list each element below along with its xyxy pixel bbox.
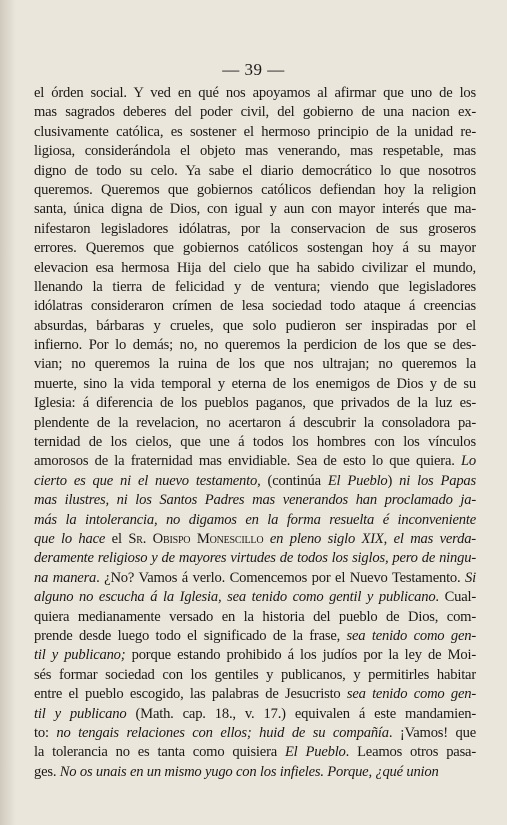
italic-text: el mas verda- [393,530,476,547]
text-line [34,123,476,142]
text-run: ) [387,472,400,489]
text-run: vian; no queremos la ruina de los que nos ultrajan; no queremos la [34,356,476,373]
italic-text: que lo hace [34,530,112,547]
text-line [34,142,476,161]
text-line [34,414,476,433]
italic-text: Lo [460,453,476,470]
text-line [34,472,476,491]
body-text [34,84,476,782]
italic-text: alguno no escucha á la Iglesia, sea tenido como gentil y publicano [34,589,436,606]
text-line [34,297,476,316]
italic-text: El Pueblo [327,472,388,489]
text-line [34,549,476,568]
text-line [34,259,476,278]
italic-text: más la intolerancia, no digamos en la forma resuelta é inconveniente [34,511,476,528]
text-run: infierno. Por lo demás; no, no queremos la perdicion de los que se des- [34,337,476,354]
italic-text: no tengais relaciones con ellos; huid de su compañía [56,724,389,741]
small-caps-text: Sr. Obispo Monescillo [128,530,264,547]
text-line [34,491,476,510]
italic-text: til y publicano [34,705,127,722]
text-line [34,763,476,782]
page-edge-shadow [0,0,16,825]
text-run: digno de todo su celo. Ya sabe el diario democrático lo que nosotros [34,162,476,179]
text-line [34,394,476,413]
text-run: entre el pueblo escogido, las palabras de Jesucristo [34,686,347,703]
text-line [34,685,476,704]
text-run: Iglesia: á diferencia de los pueblos paganos, que privados de la luz es- [34,395,476,412]
italic-text: na manera [34,569,97,586]
text-run: el [111,530,129,547]
italic-text: El Pueblo [284,744,346,761]
text-run: prende desde luego todo el significado de la frase, [34,627,347,644]
text-run: nifestaron legisladores idólatras, por la conservacion de sus groseros [34,220,476,237]
italic-text: No os unais en un mismo yugo con los infieles. Porque, ¿qué union [59,763,439,780]
text-line [34,317,476,336]
text-run: santa, única digna de Dios, con igual y aun con mayor interés que ma- [34,201,476,218]
text-run: amorosos de la fraternidad mas envidiable. Sea de esto lo que quiera. [34,453,461,470]
text-line [34,666,476,685]
text-run: mas sagrados deberes del poder civil, del gobierno de una nacion ex- [34,104,476,121]
text-line [34,433,476,452]
text-run: errores. Queremos que gobiernos católicos sostengan hoy á su mayor [34,240,476,257]
text-run: (continúa [260,472,328,489]
text-run: quiera medianamente versado en la historia del pueblo de Dios, com- [34,608,476,625]
text-line [34,278,476,297]
text-run: plendente de la revelacion, no acertaron á descubrir la consoladora pa- [34,414,476,431]
text-line [34,627,476,646]
text-line [34,724,476,743]
text-line [34,569,476,588]
text-line [34,84,476,103]
text-run: elevacion esa hermosa Hija del cielo que ha sabido civilizar el mundo, [34,259,476,276]
page-number: — 39 — [222,60,285,79]
text-line [34,646,476,665]
text-run: to: [34,724,57,741]
italic-text: sea tenido como gen- [346,627,476,644]
italic-text: en pleno siglo XIX [263,530,384,547]
text-line [34,608,476,627]
text-run: ternidad de los cielos, que une á todos los hombres con los vínculos [34,434,476,451]
text-line [34,705,476,724]
text-run: clusivamente católica, es sostener el hermoso principio de la unidad re- [34,123,476,140]
text-run: sés formar sociedad con los gentiles y publicanos, y permitirles habitar [34,666,476,683]
text-line [34,220,476,239]
italic-text: cierto es que ni el nuevo testamento, [34,472,261,489]
italic-text: Si [465,569,476,586]
text-line [34,355,476,374]
italic-text: mas ilustres, ni los Santos Padres mas venerandos han proclamado ja- [34,492,476,509]
text-line [34,588,476,607]
text-line [34,530,476,549]
text-run: queremos. Queremos que gobiernos católicos defiendan hoy la religion [34,181,476,198]
text-run: (Math. cap. 18., v. 17.) equivalen á este mandamien- [126,705,476,722]
text-run: porque estando prohibido á los judíos por la ley de Moi- [125,647,476,664]
text-line [34,743,476,762]
text-run: muerte, sino la vida temporal y eterna de los enemigos de Dios y de su [34,375,476,392]
text-line [34,452,476,471]
italic-text: sea tenido como gen- [346,686,476,703]
text-line [34,200,476,219]
text-run: llenando la tierra de felicidad y de ventura; viendo que legisladores [34,278,476,295]
text-run: idólatras consideraron crímen de lesa sociedad todo ataque á creencias [34,298,476,315]
text-line [34,239,476,258]
text-line [34,511,476,530]
text-run: , [383,530,394,547]
text-line [34,375,476,394]
text-line [34,181,476,200]
text-run: absurdas, bárbaras y crueles, que solo pudieron ser inspiradas por el [34,317,476,334]
text-line [34,162,476,181]
text-run: . ¿No? Vamos á verlo. Comencemos por el Nuevo Testamento. [96,569,466,586]
italic-text: deramente religioso y de mayores virtudes de todos los siglos, pero de ningu- [34,550,476,567]
text-run: ligiosa, considerándola el objeto mas venerando, mas respetable, mas [34,143,476,160]
italic-text: ni los Papas [399,472,476,489]
text-run: . Leamos otros pasa- [345,744,476,761]
text-line [34,103,476,122]
text-run: la tolerancia no es tanta como quisiera [34,744,285,761]
text-run: ges. [34,763,60,780]
text-run: . Cual- [435,589,476,606]
text-line [34,336,476,355]
text-run: el órden social. Y ved en qué nos apoyamos al afirmar que uno de los [34,85,476,101]
text-run: . ¡Vamos! que [388,724,476,741]
italic-text: til y publicano; [34,647,126,664]
